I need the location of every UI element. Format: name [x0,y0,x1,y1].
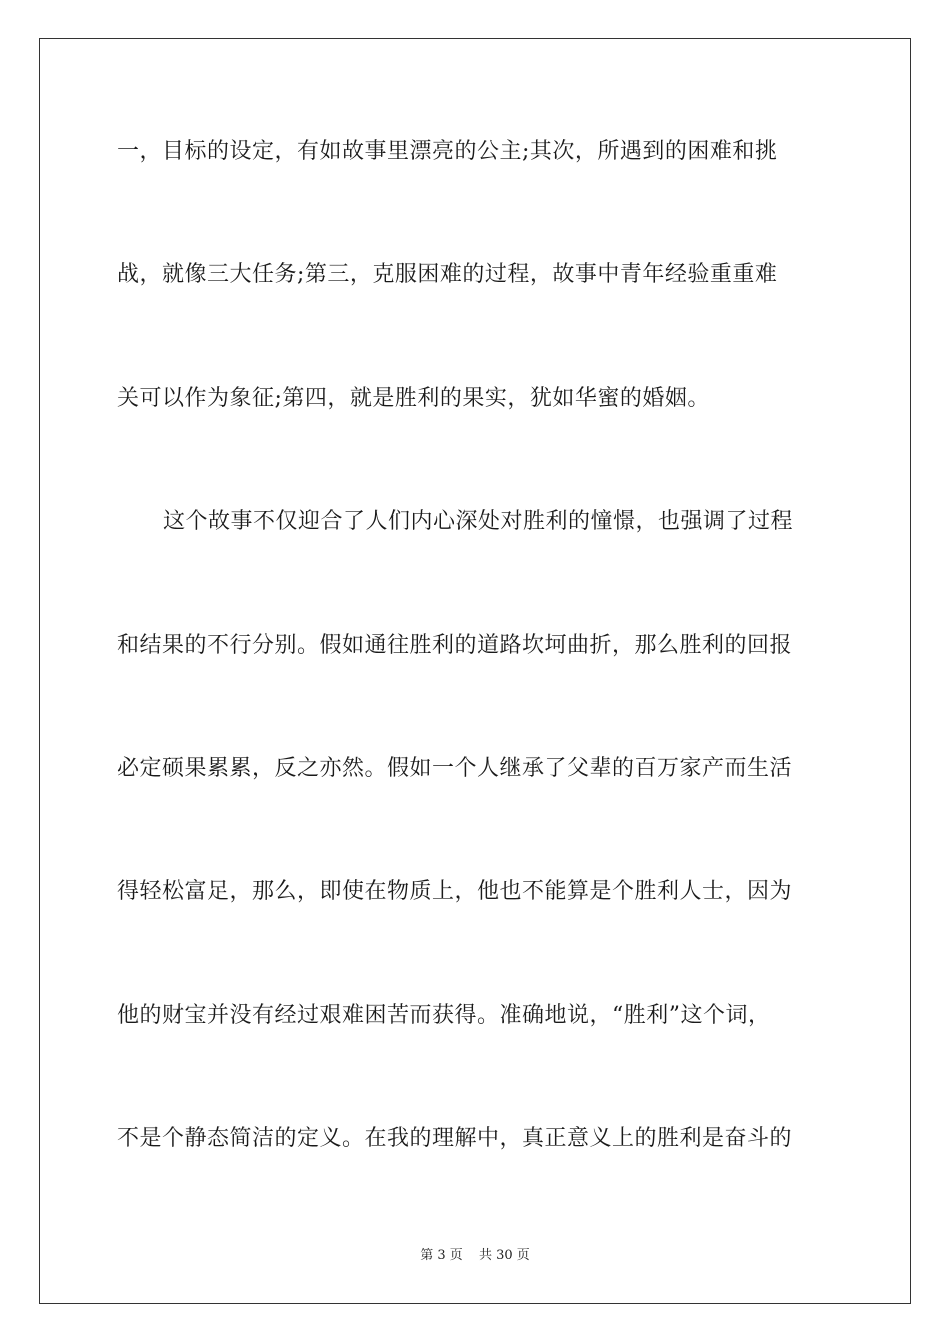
page-border [39,38,911,1304]
text-line: 不是个静态简洁的定义。在我的理解中，真正意义上的胜利是奋斗的 [117,1126,793,1151]
text-line: 战，就像三大任务;第三，克服困难的过程，故事中青年经验重重难 [117,262,778,287]
page-number: 第 3 页 [420,1248,463,1263]
total-pages: 共 30 页 [478,1248,530,1263]
text-line: 他的财宝并没有经过艰难困苦而获得。准确地说，“胜利”这个词， [117,1003,771,1028]
text-line: 必定硕果累累，反之亦然。假如一个人继承了父辈的百万家产而生活 [117,756,793,781]
text-line: 得轻松富足，那么，即使在物质上，他也不能算是个胜利人士，因为 [117,879,793,904]
page-footer [0,1247,950,1265]
text-line: 和结果的不行分别。假如通往胜利的道路坎坷曲折，那么胜利的回报 [117,633,793,658]
text-line: 关可以作为象征;第四，就是胜利的果实，犹如华蜜的婚姻。 [117,386,710,411]
paragraph-start-line: 这个故事不仅迎合了人们内心深处对胜利的憧憬，也强调了过程 [163,509,794,534]
text-line: 一，目标的设定，有如故事里漂亮的公主;其次，所遇到的困难和挑 [117,139,778,164]
